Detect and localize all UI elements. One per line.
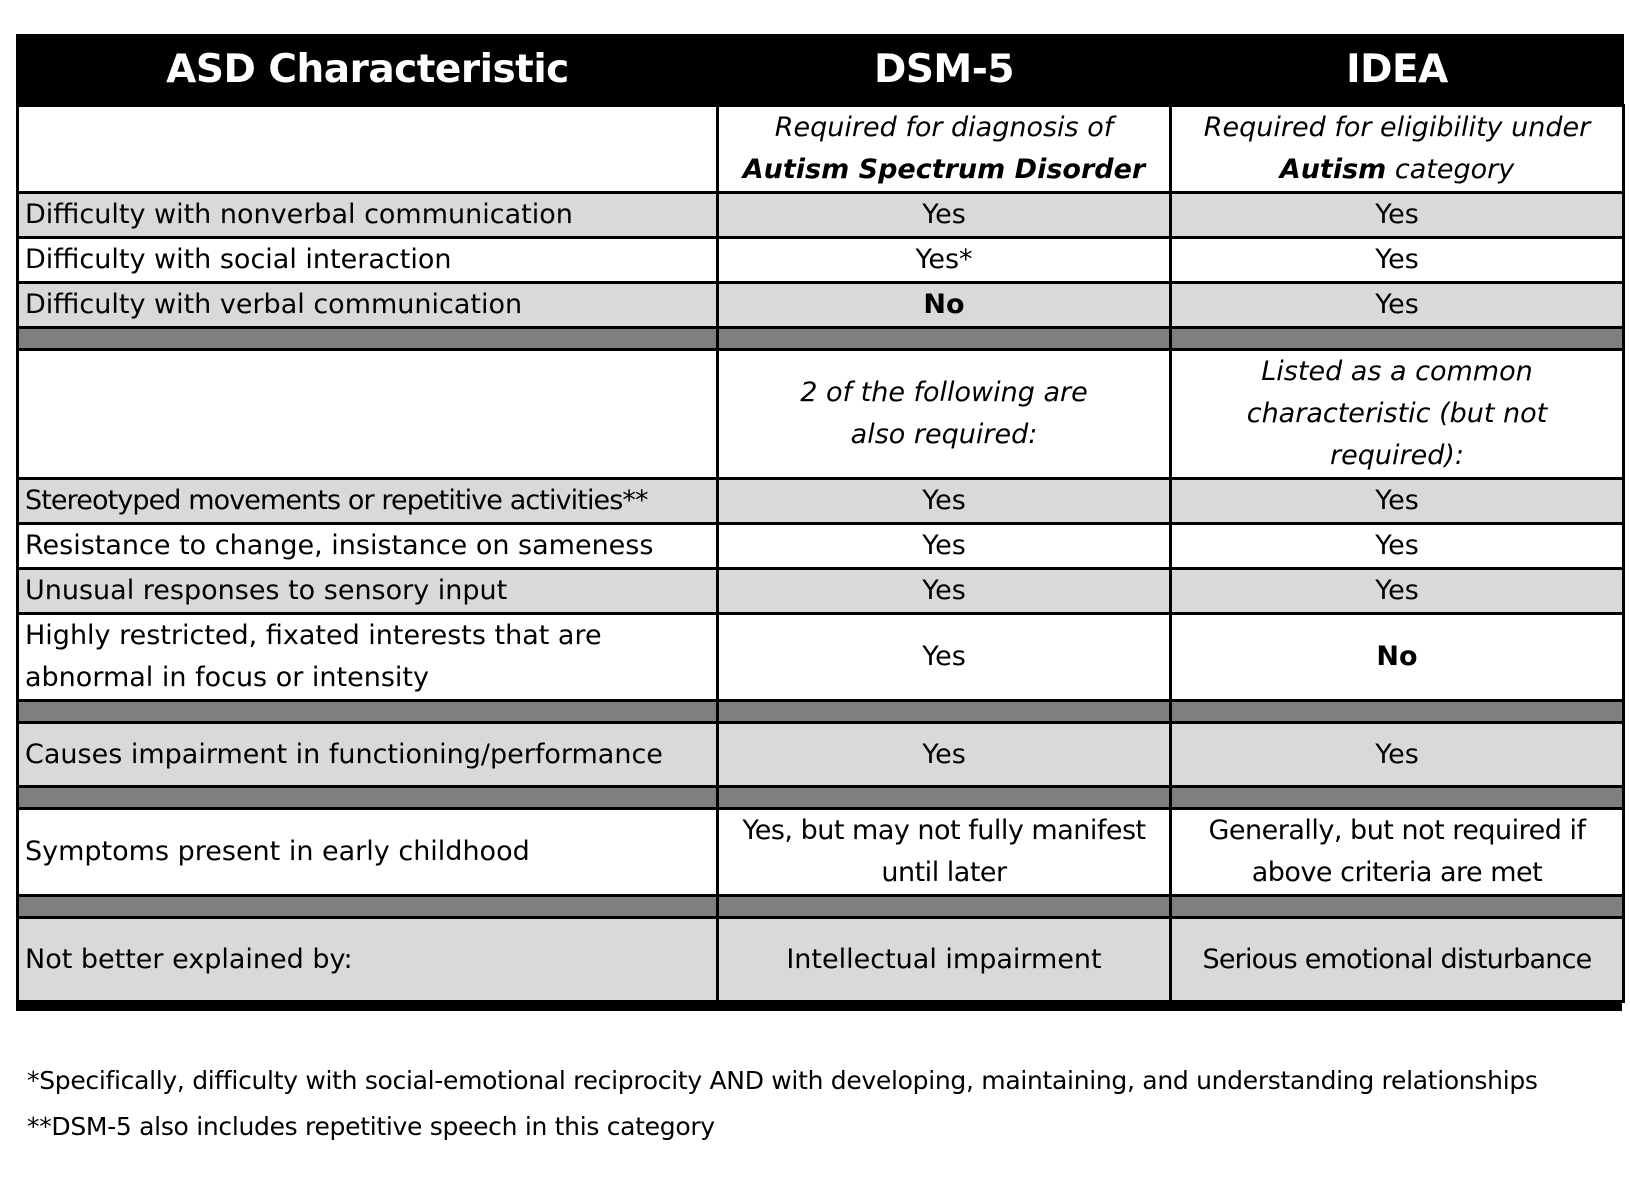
dsm5-cell: No <box>718 283 1171 328</box>
idea-cell: Generally, but not required if above criteria are met <box>1171 809 1624 896</box>
footnote-2: **DSM-5 also includes repetitive speech in this category <box>27 1112 715 1141</box>
dsm5-cell: Yes <box>718 479 1171 524</box>
subheader-dsm5-line2: Autism Spectrum Disorder <box>742 154 1146 185</box>
table-row <box>18 524 1624 569</box>
header-asd-characteristic: ASD Characteristic <box>18 34 718 106</box>
table-row <box>18 614 1624 701</box>
footnote-1: *Specifically, difficulty with social-emotional reciprocity AND with developing, maintaining, and understanding relationships <box>27 1066 1538 1095</box>
header-dsm5: DSM-5 <box>718 34 1171 106</box>
subheader-dsm5-line1: Required for diagnosis of <box>774 112 1114 143</box>
header-idea: IDEA <box>1171 34 1624 106</box>
section2-dsm5: 2 of the following are also required: <box>718 350 1171 479</box>
row-label: Causes impairment in functioning/performance <box>18 723 718 787</box>
dsm5-cell: Yes <box>718 524 1171 569</box>
table-row <box>18 723 1624 787</box>
separator-row <box>18 787 1624 809</box>
table-row <box>18 918 1624 1002</box>
row-label: Symptoms present in early childhood <box>18 809 718 896</box>
section2-empty-cell <box>18 350 718 479</box>
header-row <box>18 34 1624 106</box>
subheader-dsm5 <box>718 106 1171 193</box>
row-label: Stereotyped movements or repetitive activities** <box>18 479 718 524</box>
dsm5-cell: Yes <box>718 614 1171 701</box>
row-label: Resistance to change, insistance on sameness <box>18 524 718 569</box>
idea-cell: Yes <box>1171 193 1624 238</box>
subheader-row <box>18 106 1624 193</box>
row-label: Unusual responses to sensory input <box>18 569 718 614</box>
idea-cell: Serious emotional disturbance <box>1171 918 1624 1002</box>
row-label: Difficulty with nonverbal communication <box>18 193 718 238</box>
footnotes <box>27 1058 1538 1150</box>
subheader-idea-rest: category <box>1386 154 1515 185</box>
row-label: Not better explained by: <box>18 918 718 1002</box>
dsm5-cell: Yes <box>718 569 1171 614</box>
separator-row <box>18 896 1624 918</box>
subheader-idea-bold: Autism <box>1279 154 1387 185</box>
comparison-table-frame <box>16 34 1622 1011</box>
idea-cell: Yes <box>1171 524 1624 569</box>
idea-cell: Yes <box>1171 238 1624 283</box>
section2-idea: Listed as a common characteristic (but not required): <box>1171 350 1624 479</box>
dsm5-cell: Yes <box>718 193 1171 238</box>
subheader-idea <box>1171 106 1624 193</box>
table-row <box>18 569 1624 614</box>
subheader-empty-cell <box>18 106 718 193</box>
row-label: Difficulty with social interaction <box>18 238 718 283</box>
subheader-idea-line1: Required for eligibility under <box>1203 112 1591 143</box>
table-row <box>18 283 1624 328</box>
dsm5-cell: Intellectual impairment <box>718 918 1171 1002</box>
separator-row <box>18 701 1624 723</box>
dsm5-cell: Yes, but may not fully manifest until later <box>718 809 1171 896</box>
idea-cell: Yes <box>1171 569 1624 614</box>
idea-cell: Yes <box>1171 723 1624 787</box>
row-label: Highly restricted, fixated interests that are abnormal in focus or intensity <box>18 614 718 701</box>
idea-cell: No <box>1171 614 1624 701</box>
idea-cell: Yes <box>1171 283 1624 328</box>
table-row <box>18 479 1624 524</box>
row-label: Difficulty with verbal communication <box>18 283 718 328</box>
separator-row <box>18 328 1624 350</box>
asd-comparison-table <box>16 34 1625 1003</box>
dsm5-cell: Yes <box>718 723 1171 787</box>
idea-cell: Yes <box>1171 479 1624 524</box>
table-row <box>18 193 1624 238</box>
table-row <box>18 238 1624 283</box>
section2-header-row <box>18 350 1624 479</box>
table-row <box>18 809 1624 896</box>
dsm5-cell: Yes* <box>718 238 1171 283</box>
